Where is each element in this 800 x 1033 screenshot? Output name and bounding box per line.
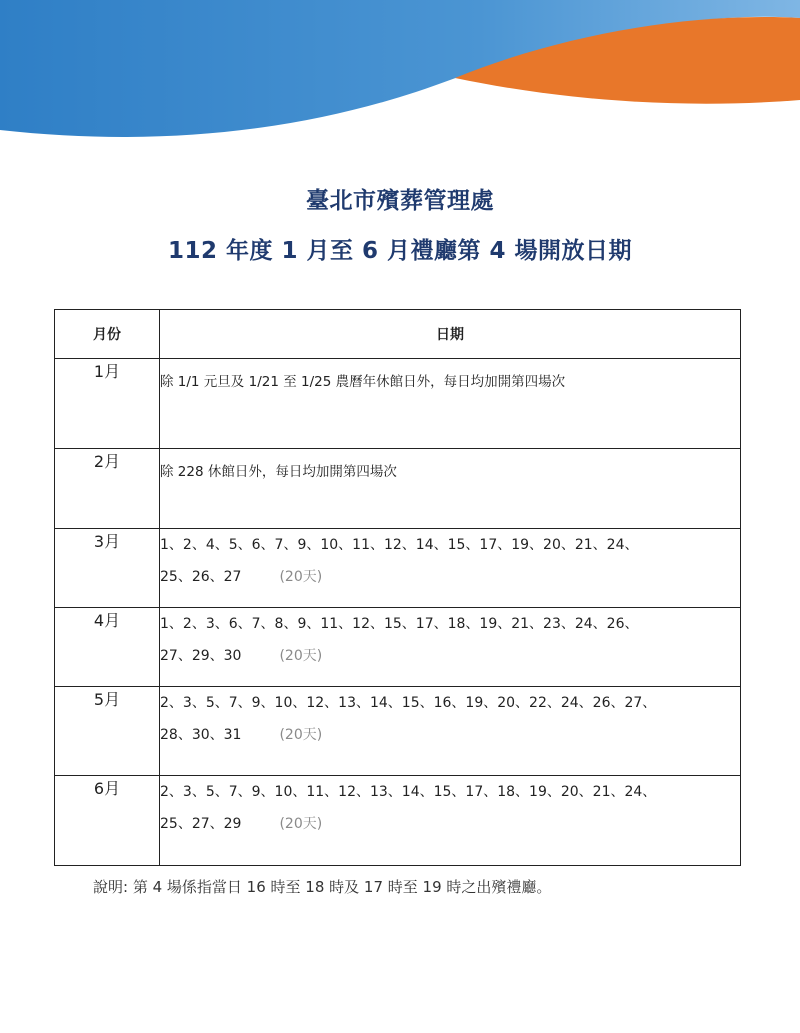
dates-line-1: 1、2、3、6、7、8、9、11、12、15、17、18、19、21、23、24、26、: [160, 616, 639, 632]
table-row: [55, 529, 741, 608]
day-count: (20天): [279, 727, 323, 743]
dates-text: 除 1/1 元旦及 1/21 至 1/25 農曆年休館日外，每日均加開第四場次: [160, 374, 566, 390]
dates-line-2: 25、27、29: [160, 816, 242, 832]
month-cell: 3月: [55, 529, 160, 608]
month-column-header: 月份: [55, 310, 160, 359]
schedule-table: [54, 309, 741, 866]
table-row: [55, 687, 741, 776]
day-count: (20天): [279, 648, 323, 664]
table-row: [55, 359, 741, 449]
dates-cell: [160, 776, 741, 866]
page-title-organization: 臺北市殯葬管理處: [306, 188, 494, 214]
dates-cell: [160, 687, 741, 776]
header-wave-banner: [0, 0, 800, 150]
dates-text: 除 228 休館日外，每日均加開第四場次: [160, 464, 397, 480]
dates-line-2: 27、29、30: [160, 648, 242, 664]
dates-column-header: 日期: [160, 310, 741, 359]
dates-line-2: 28、30、31: [160, 727, 242, 743]
table-header-row: [55, 310, 741, 359]
table-row: [55, 608, 741, 687]
month-cell: 5月: [55, 687, 160, 776]
dates-cell: [160, 359, 741, 449]
dates-line-2: 25、26、27: [160, 569, 242, 585]
dates-cell: [160, 529, 741, 608]
month-cell: 2月: [55, 449, 160, 529]
month-cell: 6月: [55, 776, 160, 866]
day-count: (20天): [279, 816, 323, 832]
table-row: [55, 449, 741, 529]
dates-line-1: 2、3、5、7、9、10、11、12、13、14、15、17、18、19、20、21、24、: [160, 784, 657, 800]
month-cell: 4月: [55, 608, 160, 687]
day-count: (20天): [279, 569, 323, 585]
footnote-explanation: 說明: 第 4 場係指當日 16 時至 18 時及 17 時至 19 時之出殯禮廳。: [93, 878, 552, 896]
table-row: [55, 776, 741, 866]
page-title-schedule: 112 年度 1 月至 6 月禮廳第 4 場開放日期: [167, 238, 633, 264]
month-cell: 1月: [55, 359, 160, 449]
dates-line-1: 1、2、4、5、6、7、9、10、11、12、14、15、17、19、20、21、24、: [160, 537, 639, 553]
dates-line-1: 2、3、5、7、9、10、12、13、14、15、16、19、20、22、24、26、27、: [160, 695, 657, 711]
dates-cell: [160, 449, 741, 529]
dates-cell: [160, 608, 741, 687]
